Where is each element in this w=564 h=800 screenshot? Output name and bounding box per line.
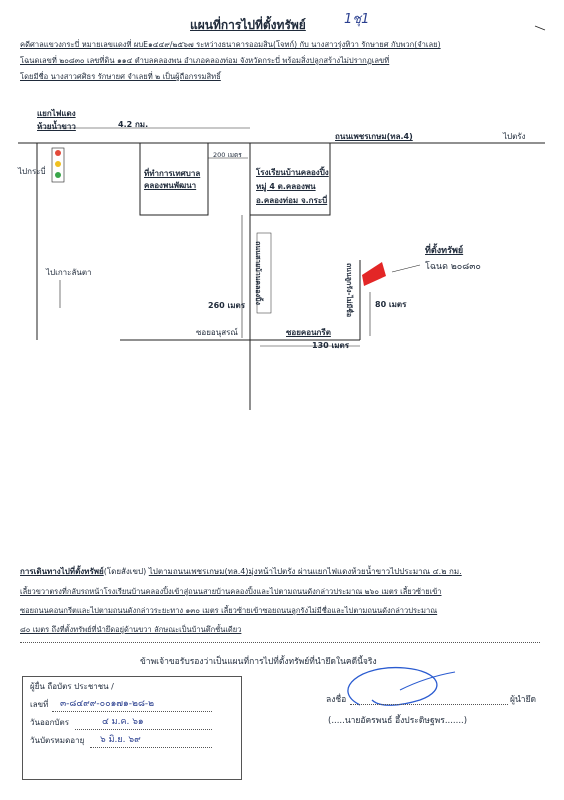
traffic-light-red xyxy=(55,150,61,156)
case-line: คดีศาลแขวงกระบี่ หมายเลขแดงที่ ผบE๑๔๔๙/๒๕๖๗ ระหว่างธนาคารออมสิน(โจทก์) กับ นางสาวรุ่งทิวา รักษายศ กับพวก(จำเลย) xyxy=(20,40,441,49)
district-office-label: ที่ทำการเทศบาล คลองพนพัฒนา xyxy=(144,169,201,190)
distance-main-label: 4.2 กม. xyxy=(118,120,149,129)
khlong-ping-road-label: ถนนสายบ้านคลองปิ้ง xyxy=(253,241,262,305)
issue-date-value: ๔ ม.ค. ๖๑ xyxy=(102,717,144,727)
to-ko-lanta-label: ไปเกาะลันตา xyxy=(46,268,92,277)
traffic-light-label: แยกไฟแดง xyxy=(37,109,76,118)
deed-line: โฉนดเลขที่ ๒๐๘๓๐ เลขที่ดิน ๑๑๔ ตำบลคลองพน อำเภอคลองท่อม จังหวัดกระบี่ พร้อมสิ่งปลูกสร้างไม่ปรากฏเลขที่ xyxy=(20,56,390,65)
signature-scribble xyxy=(348,668,437,706)
laterite-road-label: ถนนลูกรัง-ไม่มีชื่อ xyxy=(345,262,354,318)
directions-line-2: เลี้ยวขวาตรงที่กลับรถหน้าโรงเรียนบ้านคลองปิ้งเข้าสู่ถนนสายบ้านคลองปิ้งและไปตามถนนดังกล่าวประมาณ ๒๖๐ เมตร เลี้ยวซ้ายเข้า xyxy=(20,587,442,596)
signer-name: (.....นายอัครพนธ์ อึ้งประดิษฐพร.......) xyxy=(328,716,468,726)
id-label: เลขที่ xyxy=(30,700,49,709)
directions-heading-suffix: (โดยสังเขป) xyxy=(103,567,147,576)
id-value: ๓-๘๔๙๙-๐๐๑๗๑-๒๘-๒ xyxy=(60,699,155,709)
traffic-light-yellow xyxy=(55,161,61,167)
issue-date-label: วันออกบัตร xyxy=(30,718,69,727)
distance-80-label: 80 เมตร xyxy=(375,300,407,309)
expiry-date-value: ๖ มิ.ย. ๖๙ xyxy=(100,735,141,745)
school-line-2: หมู่ 4 ต.คลองพน xyxy=(256,182,316,191)
traffic-light-green xyxy=(55,172,61,178)
distance-130-label: 130 เมตร xyxy=(312,341,349,350)
certify-text: ข้าพเจ้าขอรับรองว่าเป็นแผนที่การไปที่ตั้งทรัพย์ที่นำยึดในคดีนี้จริง xyxy=(140,657,377,667)
petchkasem-road-label: ถนนเพชรเกษม(ทล.4) xyxy=(335,132,413,141)
school-line-3: อ.คลองท่อม จ.กระบี่ xyxy=(256,196,328,205)
owner-line: โดยมีชื่อ นางสาวศศิธร รักษายศ จำเลยที่ ๒ เป็นผู้ถือกรรมสิทธิ์ xyxy=(20,72,221,81)
distance-260-label: 260 เมตร xyxy=(208,301,245,310)
distance-200-label: 200 เมตร xyxy=(213,151,242,159)
directions-line-3: ซอยถนนคอนกรีตและไปตามถนนดังกล่าวระยะทาง ๑๓๐ เมตร เลี้ยวซ้ายเข้าซอยถนนลูกรังไม่มีชื่อและไปตามถนนดังกล่าวประมาณ xyxy=(20,606,438,615)
school-line-1: โรงเรียนบ้านคลองปิ้ง xyxy=(256,168,329,177)
page-number-handwritten: 1ชุ1 xyxy=(344,12,370,27)
sign-suffix: ผู้นำยึด xyxy=(510,695,537,705)
directions-line-4: ๘๐ เมตร ถึงที่ตั้งทรัพย์ที่นำยึดอยู่ด้านขวา ลักษณะเป็นบ้านตึกชั้นเดียว xyxy=(20,625,242,634)
expiry-date-label: วันบัตรหมดอายุ xyxy=(30,736,85,745)
directions-heading-line xyxy=(20,567,462,577)
document-title: แผนที่การไปที่ตั้งทรัพย์ xyxy=(190,18,306,32)
property-marker xyxy=(362,262,386,286)
to-trang-label: ไปตรัง xyxy=(503,132,526,141)
dotted-separator xyxy=(20,642,540,643)
huai-nam-khao-label: ห้วยน้ำขาว xyxy=(37,122,76,131)
soi-anuson-label: ซอยอนุสรณ์ xyxy=(196,328,238,337)
sign-prefix: ลงชื่อ xyxy=(326,695,347,705)
to-krabi-label: ไปกระบี่ xyxy=(18,167,46,176)
deed-number-label: โฉนด ๒๐๘๓๐ xyxy=(425,262,481,272)
directions-heading: การเดินทางไปที่ตั้งทรัพย์ xyxy=(20,567,104,576)
directions-line-1: ไปตามถนนเพชรเกษม(ทล.4)มุ่งหน้าไปตรัง ผ่านแยกไฟแดงห้วยน้ำขาวไปประมาณ ๔.๒ กม. xyxy=(148,567,462,576)
signature-line xyxy=(350,704,508,705)
id-box-title: ผู้ยื่น ถือบัตร ประชาชน / xyxy=(30,682,114,691)
property-label: ที่ตั้งทรัพย์ xyxy=(425,246,464,256)
soi-concrete-label: ซอยคอนกรีต xyxy=(286,328,331,337)
